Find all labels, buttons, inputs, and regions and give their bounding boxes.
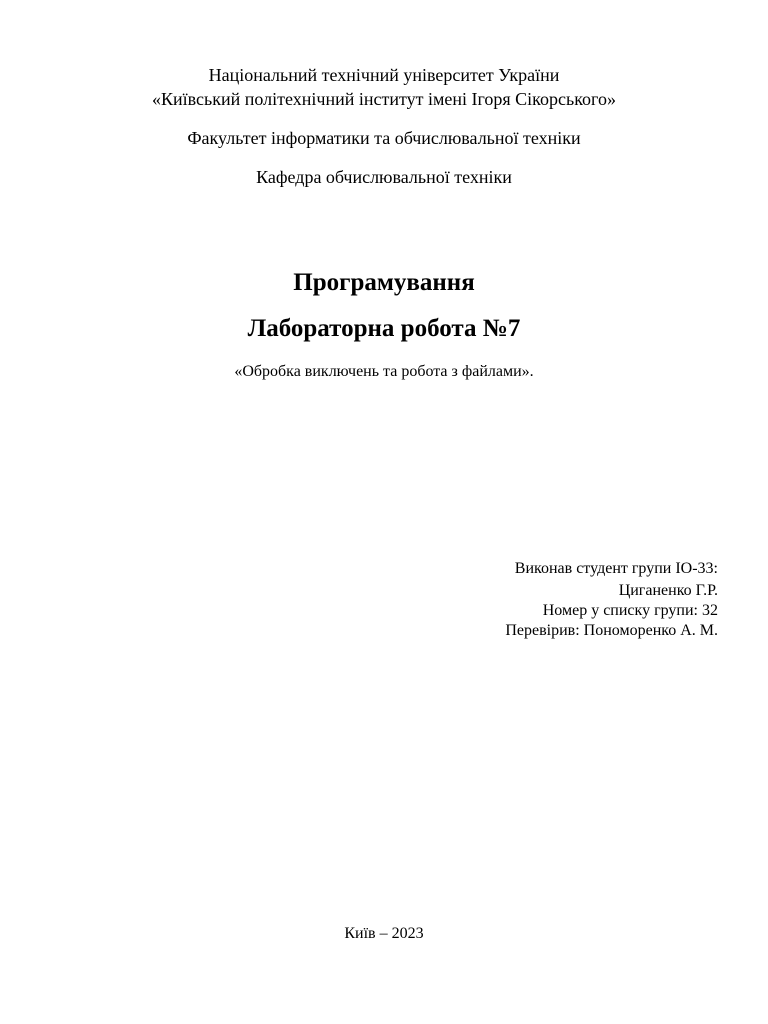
student-name: Циганенко Г.Р. [618,582,718,599]
faculty-name: Факультет інформатики та обчислювальної техніки [187,128,581,148]
city-year: Київ – 2023 [344,925,424,942]
lab-topic: «Обробка виключень та робота з файлами». [234,363,534,380]
department-name: Кафедра обчислювальної техніки [256,167,512,187]
course-title: Програмування [293,269,475,296]
university-name: Національний технічний університет України [208,65,560,85]
lab-title: Лабораторна робота №7 [247,315,521,342]
list-number: Номер у списку групи: 32 [542,602,718,619]
institute-name: «Київський політехнічний інститут імені Ігоря Сікорського» [152,89,616,109]
checked-by: Перевірив: Пономоренко А. М. [505,622,718,639]
performed-by-label: Виконав студент групи ІО-33: [514,560,718,577]
